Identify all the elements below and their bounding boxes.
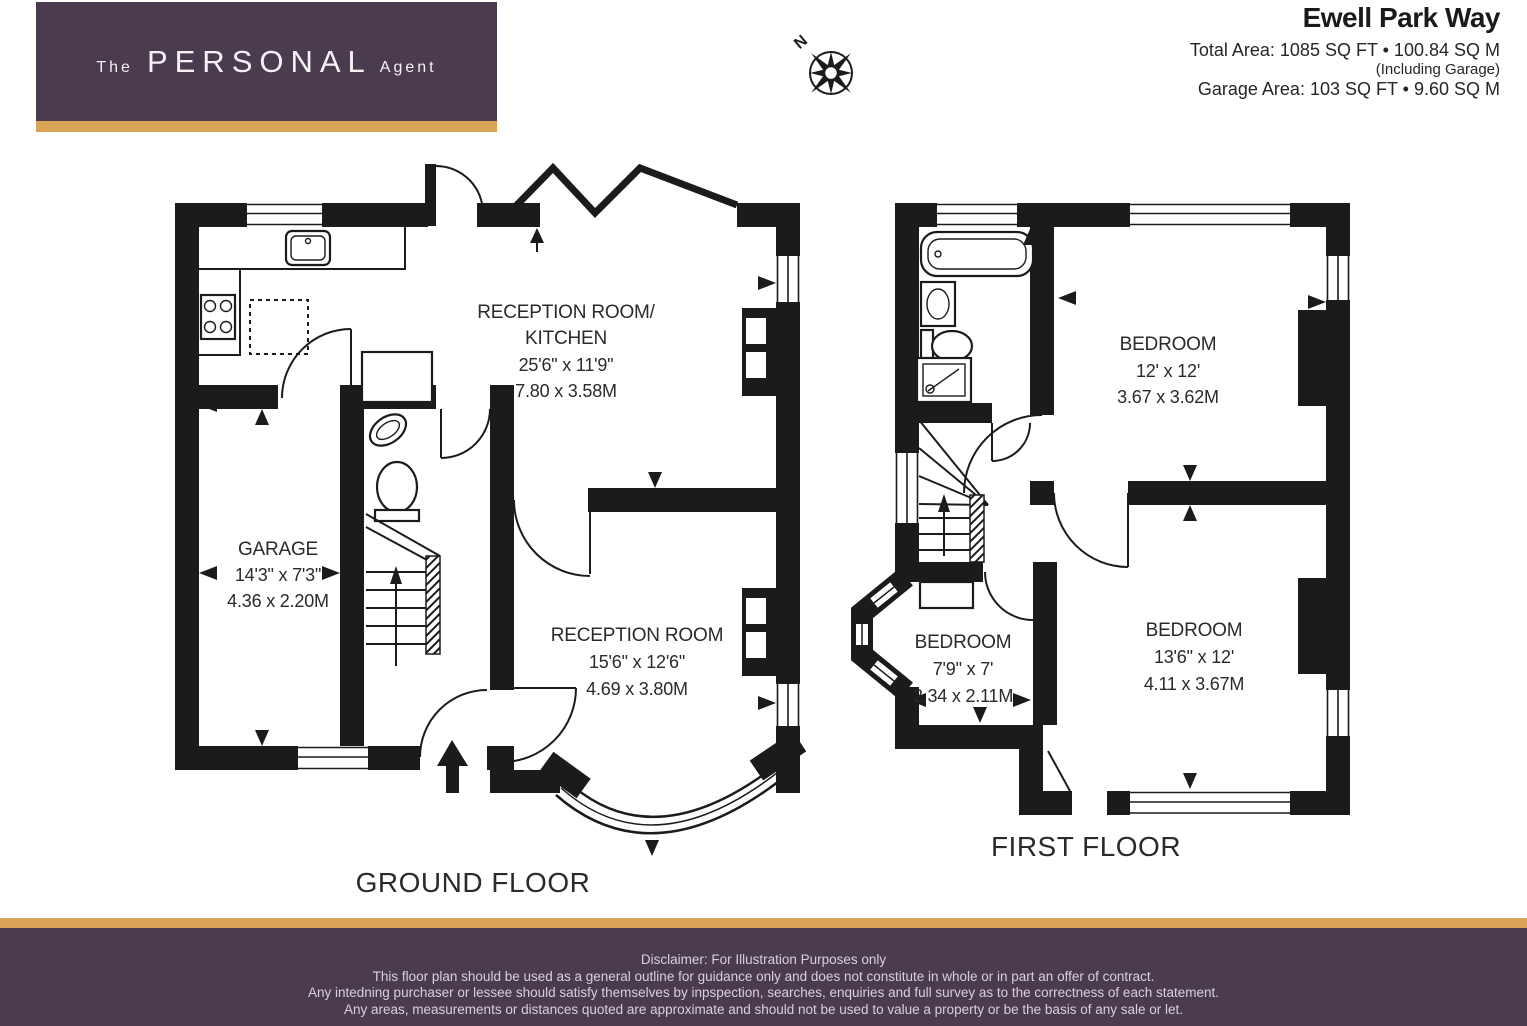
- garage-area-line: Garage Area: 103 SQ FT • 9.60 SQ M: [1197, 79, 1500, 99]
- gf-stairs: [366, 514, 440, 666]
- bedroom2-imperial: 7'9" x 7': [932, 659, 994, 679]
- ff-bottom-window: [1130, 791, 1290, 815]
- ff-bedroom1-label: [1117, 334, 1219, 407]
- kitchen-metric: 7.80 x 3.58M: [515, 381, 617, 401]
- footer-bar: [0, 918, 1527, 1026]
- kitchen-hob-icon: [201, 295, 235, 339]
- wc-toilet-icon: [375, 462, 419, 521]
- bedroom3-name: BEDROOM: [1145, 620, 1243, 641]
- kitchen-island-dashed: [250, 300, 308, 354]
- ground-floor-plan: [175, 164, 806, 898]
- ff-canted-bay-window: [862, 577, 906, 691]
- ff-bedroom3-door: [1054, 493, 1128, 567]
- bedroom2-metric: 2.34 x 2.11M: [912, 686, 1014, 706]
- gf-right-window-lower: [776, 684, 800, 726]
- total-area-line: Total Area: 1085 SQ FT • 100.84 SQ M: [1189, 40, 1500, 60]
- gf-chimney-breast-lower: [742, 588, 776, 676]
- garage-metric: 4.36 x 2.20M: [227, 591, 329, 611]
- logo-word-personal: PERSONAL: [146, 43, 372, 79]
- kitchen-name-1: RECEPTION ROOM/: [477, 302, 655, 323]
- wc-basin-icon: [364, 408, 412, 452]
- hall-cupboard: [362, 352, 432, 402]
- ff-top-window-right: [1130, 203, 1290, 227]
- gf-reception-kitchen-door: [514, 500, 590, 576]
- reception-imperial: 15'6" x 12'6": [588, 652, 686, 672]
- gf-garage-door: [298, 746, 368, 770]
- logo-word-the: The: [96, 58, 133, 76]
- logo-word-agent: Agent: [379, 58, 437, 76]
- property-title: Ewell Park Way: [1302, 2, 1500, 33]
- gf-hall-reception-wall: [490, 385, 514, 690]
- gf-kitchen-reception-wall: [588, 488, 776, 512]
- disclaimer-line-2: This floor plan should be used as a general outline for guidance only and does not constitute in whole or in part an offer of contract.: [372, 968, 1155, 984]
- ground-floor-title: GROUND FLOOR: [355, 867, 591, 898]
- reception-metric: 4.69 x 3.80M: [586, 679, 688, 699]
- first-floor-title: FIRST FLOOR: [990, 831, 1182, 862]
- ff-bedrooms-divider-wall: [1128, 481, 1326, 505]
- ff-top-window-left: [937, 203, 1017, 227]
- kitchen-imperial: 25'6" x 11'9": [518, 355, 614, 375]
- bedroom1-imperial: 12' x 12': [1135, 361, 1201, 381]
- ff-left-window: [895, 453, 919, 523]
- ff-chimney-breast-upper: [1298, 310, 1326, 406]
- compass-north-label: N: [791, 32, 811, 53]
- gf-side-entrance-door: [425, 164, 483, 226]
- ff-bedroom3-label: [1144, 620, 1244, 694]
- disclaimer-line-4: Any areas, measurements or distances quoted are approximate and should not be used to value a property or be the basis of any sale or let.: [344, 1001, 1183, 1017]
- area-note-line: (Including Garage): [1375, 61, 1500, 78]
- ff-bedroom2-door: [985, 572, 1033, 620]
- bedroom3-metric: 4.11 x 3.67M: [1143, 674, 1245, 694]
- gf-chimney-breast-upper: [742, 308, 776, 396]
- bedroom2-name: BEDROOM: [914, 632, 1012, 653]
- ff-bathroom-wall: [895, 403, 992, 423]
- gf-hall-door: [441, 409, 490, 458]
- ff-right-window-upper: [1326, 256, 1350, 300]
- disclaimer-line-1: Disclaimer: For Illustration Purposes only: [640, 952, 887, 967]
- ff-cupboard: [920, 582, 973, 608]
- compass-rose: [791, 32, 852, 94]
- bedroom1-metric: 3.67 x 3.62M: [1117, 387, 1219, 407]
- reception-name: RECEPTION ROOM: [550, 625, 724, 646]
- bedroom1-name: BEDROOM: [1119, 334, 1217, 355]
- disclaimer-line-3: Any intedning purchaser or lessee should satisfy themselves by inpspection, searches, enquiries and full survey as to the correctness of each statement.: [308, 985, 1219, 1000]
- garage-name: GARAGE: [237, 539, 319, 560]
- gf-garage-label: [227, 539, 329, 611]
- ff-chimney-breast-lower: [1298, 578, 1326, 674]
- ff-bedroom2-label: [913, 632, 1013, 706]
- kitchen-sink-icon: [286, 231, 330, 265]
- kitchen-name-2: KITCHEN: [525, 328, 607, 349]
- garage-imperial: 14'3" x 7'3": [234, 565, 322, 585]
- gf-top-window: [247, 203, 322, 227]
- ff-landing-door: [1048, 751, 1070, 791]
- gf-right-window-upper: [776, 256, 800, 302]
- ff-right-window-lower: [1326, 690, 1350, 736]
- entrance-arrow-icon: [437, 740, 468, 793]
- ff-stairs: [919, 420, 988, 562]
- gf-garage-hall-wall: [340, 385, 364, 746]
- gf-bay-window: [539, 732, 806, 834]
- bedroom3-imperial: 13'6" x 12': [1153, 647, 1235, 667]
- first-floor-plan: [862, 203, 1350, 862]
- gf-front-entrance-door: [420, 690, 487, 793]
- disclaimer-block: [0, 928, 1527, 1026]
- gf-reception-label: [551, 625, 723, 699]
- bathroom-basin-icon: [921, 282, 955, 326]
- shower-icon: [917, 358, 971, 402]
- ff-small-bedroom-wall: [1033, 562, 1057, 725]
- gf-open-roofline: [508, 168, 737, 214]
- footer-gold-stripe: [0, 918, 1527, 928]
- gf-left-wall: [175, 203, 199, 770]
- bath-icon: [921, 232, 1033, 276]
